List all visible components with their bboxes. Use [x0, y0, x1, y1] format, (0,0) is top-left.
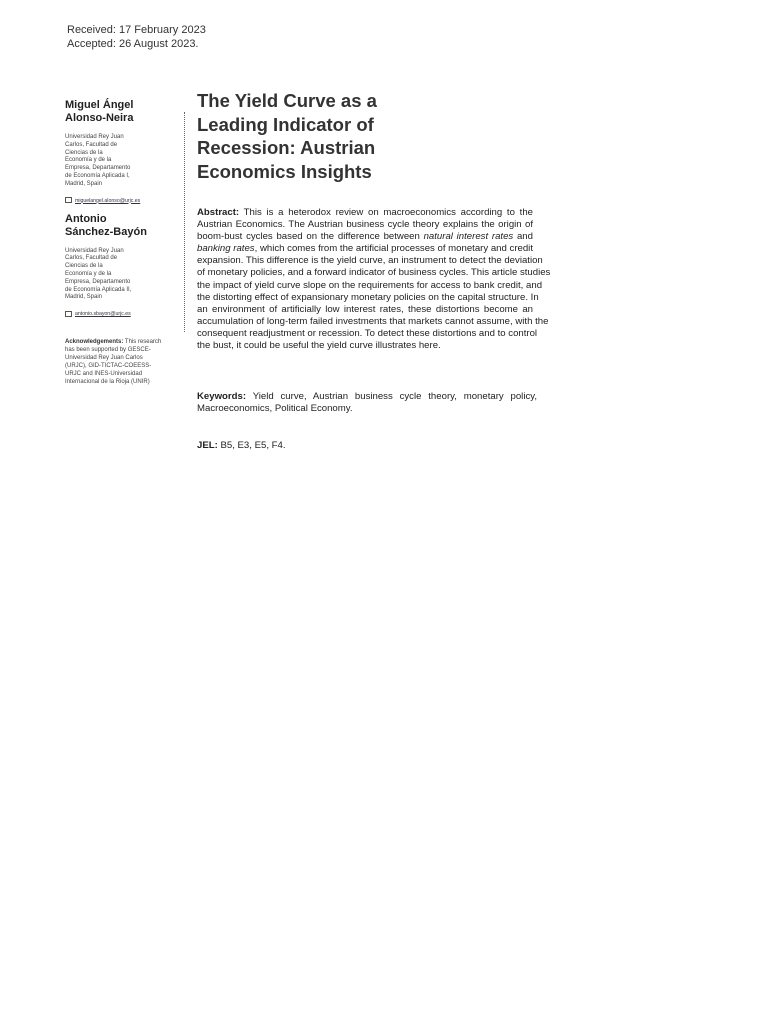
affiliation-line: de Economía Aplicada II,: [65, 286, 132, 293]
ack-line: URJC and INES-Universidad: [65, 371, 143, 378]
affiliation-line: Ciencias de la: [65, 149, 103, 156]
author-name-line: Antonio: [65, 212, 107, 225]
jel-value: B5, E3, E5, F4.: [217, 440, 286, 451]
abstract-line: the impact of yield curve slope on the requirements for access to bank credit, and: [197, 279, 543, 291]
abstract-text: , which comes from the artificial processes of monetary and credit: [254, 243, 533, 255]
keywords-line: [197, 391, 537, 403]
title-line: The Yield Curve as a: [197, 90, 377, 111]
keywords-label: Keywords:: [197, 391, 247, 402]
email-row: [65, 310, 175, 318]
affiliation-line: Universidad Rey Juan: [65, 247, 124, 254]
affiliation-line: de Economía Aplicada I,: [65, 172, 130, 179]
author-2: [65, 213, 175, 319]
abstract: [197, 207, 551, 352]
ack-label: Acknowledgements:: [65, 339, 124, 346]
received-date: Received: 17 February 2023: [67, 24, 206, 36]
author-name: [65, 99, 175, 125]
ack-line: Universidad Rey Juan Carlos: [65, 355, 143, 362]
abstract-text: This is a heterodox review on macroeconomics according to the: [239, 207, 533, 218]
abstract-line: Austrian Economics. The Austrian business cycle theory explains the origin of: [197, 219, 533, 231]
title-line: Economics Insights: [197, 160, 372, 182]
title-line: Recession: Austrian: [197, 137, 376, 158]
affiliation-line: Madrid, Spain: [65, 180, 103, 187]
column-divider: [184, 112, 185, 332]
abstract-line: [197, 243, 533, 255]
ack-line: [65, 338, 175, 346]
accepted-date: Accepted: 26 August 2023.: [67, 38, 199, 50]
title-line: Leading Indicator of: [197, 113, 374, 135]
keywords: [197, 391, 537, 415]
affiliation-line: Economía y de la: [65, 270, 112, 277]
ack-line: (URJC), GID-TICTAC-COEESS-: [65, 363, 152, 370]
envelope-icon: [65, 197, 72, 203]
author-1: [65, 99, 175, 205]
envelope-icon: [65, 311, 72, 317]
affiliation-line: Ciencias de la: [65, 263, 103, 270]
author-name-line: Alonso-Neira: [65, 112, 134, 124]
affiliation-line: Carlos, Facultad de: [65, 255, 118, 262]
abstract-line: expansion. This difference is the yield curve, an instrument to detect the deviation: [197, 255, 543, 267]
abstract-line: [197, 231, 533, 243]
affiliation-line: Madrid, Spain: [65, 294, 103, 301]
jel-codes: [197, 440, 286, 451]
abstract-line: accumulation of long-term failed investments that markets cannot assume, with the: [197, 315, 549, 327]
author-affiliation: [65, 134, 175, 189]
author-name-line: Sánchez-Bayón: [65, 225, 147, 238]
abstract-line: consequent readjustment or recession. To detect these distortions and to control: [197, 327, 538, 339]
abstract-emphasis: banking rates: [197, 243, 255, 255]
abstract-line: an environment of artificially low interest rates, these distortions become an: [197, 303, 533, 315]
author-name: [65, 213, 175, 239]
submission-dates: [67, 23, 206, 51]
author-affiliation: [65, 248, 175, 303]
abstract-text: and: [513, 231, 533, 243]
author-name-line: Miguel Ángel: [65, 99, 134, 111]
keywords-text: Yield curve, Austrian business cycle theory, monetary policy,: [246, 391, 537, 402]
email-row: [65, 197, 175, 205]
author-email-link[interactable]: antonio.sbayon@urjc.es: [75, 311, 131, 318]
affiliation-line: Empresa, Departamento: [65, 278, 131, 285]
abstract-emphasis: natural interest rates: [423, 231, 514, 243]
author-sidebar: [65, 99, 175, 386]
abstract-line: of monetary policies, and a forward indicator of business cycles. This article studies: [197, 267, 551, 279]
abstract-line: [197, 207, 533, 219]
affiliation-line: Universidad Rey Juan: [65, 134, 124, 140]
affiliation-line: Economía y de la: [65, 157, 112, 164]
acknowledgements: [65, 338, 175, 386]
abstract-label: Abstract:: [197, 207, 240, 218]
abstract-line: the distorting effect of expansionary monetary policies on the capital structure. In: [197, 291, 539, 303]
ack-line: Internacional de la Rioja (UNIR): [65, 379, 150, 386]
affiliation-line: Empresa, Departamento: [65, 165, 131, 172]
abstract-line: the bust, it could be useful the yield curve illustrates here.: [197, 340, 441, 352]
jel-label: JEL:: [197, 440, 218, 451]
author-email-link[interactable]: miguelangel.alonso@urjc.es: [75, 197, 141, 204]
keywords-line: Macroeconomics, Political Economy.: [197, 403, 353, 415]
affiliation-line: Carlos, Facultad de: [65, 141, 118, 148]
abstract-text: boom-bust cycles based on the difference between: [197, 231, 424, 243]
paper-title: [197, 89, 457, 183]
ack-line: has been supported by GESCE-: [65, 347, 151, 354]
ack-text: This research: [123, 339, 162, 346]
